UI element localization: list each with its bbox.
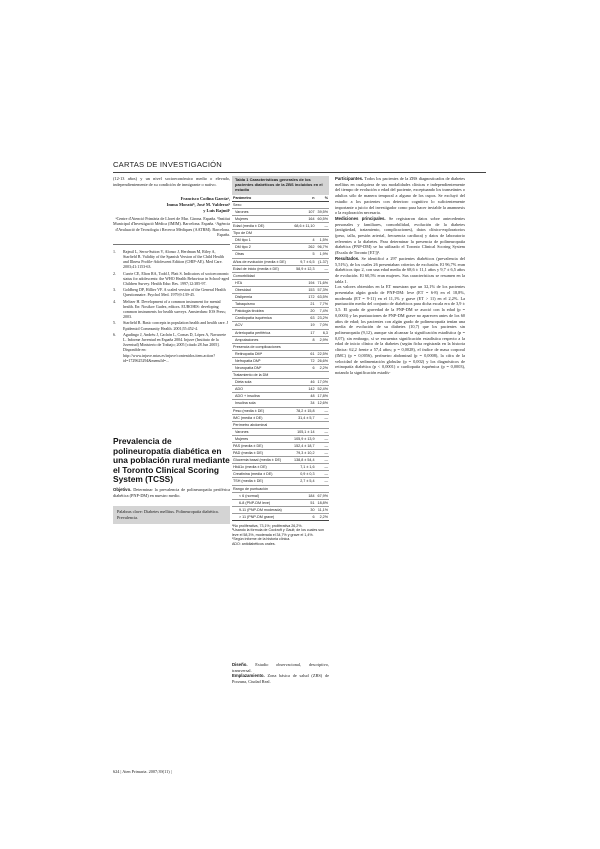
table-row xyxy=(232,379,329,386)
table-cell-n: 5 xyxy=(291,251,315,258)
table-cell-label: Tratamiento de la DM xyxy=(232,372,291,379)
table-cell-pct: 63,5% xyxy=(316,294,329,301)
table-row xyxy=(232,343,329,350)
table-cell-n: 63 xyxy=(291,315,315,322)
table-row xyxy=(232,421,329,428)
table-row xyxy=(232,230,329,237)
table-row xyxy=(232,400,329,407)
results-paragraph-2: Los valores obtenidos en la ET muestran que un 32,1% de los pacientes presentaba algún grado de PNP-DM: leve (ET = 6-8) en el 18,8%, moderada (ET = 9-11) en el 11,1% y grave (ET > 11) en el 2,2%. La puntuación media del conjunto de diabéticos para dicha escala era de 3,9 ± 3,5. El grado de gravedad de la PNP-DM se asoció con la edad (p = 0,0003) y las puntuaciones de PNP-DM grave no aparecen antes de los 60 años de edad; los pacientes con algún grado de polineuropatía tenían una media de evolución de su diabetes (10,7) que los pacientes sin polineuropatía (9,12), aunque sin alcanzar la significación estadística (p = 0,07); sin embargo, sí se encuentra significación estadística respecto a la edad de inicio clínico de la diabetes (según ficha registrada en la historia clínica: 62,2 frente a 57,4 años; p = 0,0028), el índice de masa corporal (IMC) (p = 0,0056), perímetro abdominal (p = 0,0008), la cifra de la velocidad de sedimentación globular (p = 0,002) y los diagnósticos de retinopatía diabética (p < 0,0001) o cardiopatía isquémica (p = 0,0003), notando la significación estadís- xyxy=(335,284,465,375)
table-cell-pct: — xyxy=(316,223,329,230)
table-cell-label: ACV xyxy=(232,322,291,329)
table-cell-n: 72 xyxy=(291,357,315,364)
table-row xyxy=(232,244,329,251)
table-cell-n: 0,9 ± 0,3 xyxy=(291,471,315,478)
table-row xyxy=(232,322,329,329)
table-cell-pct: 7,7% xyxy=(316,301,329,308)
table-cell-n xyxy=(291,421,315,428)
table-row xyxy=(232,294,329,301)
table-cell-label: Otras xyxy=(232,251,291,258)
table-cell-pct: 23,2% xyxy=(316,315,329,322)
setting-paragraph: Emplazamiento. Zona básica de salud (ZBS) de Porzuna, Ciudad Real. xyxy=(232,673,330,685)
table-cell-label: Insulina sola xyxy=(232,400,291,407)
table-row xyxy=(232,457,329,464)
table-cell-label: ADO xyxy=(232,386,291,393)
table-cell-n: 30 xyxy=(291,506,315,513)
reference-item: 1. Rajmil L, Serra-Sutton V, Alonso J, Herdman M, Riley A, Starfield B. Validity of the Spanish Version of the Child Health and Illness Profile-Adolescent Edition (CHIP-AE). Med Care. 2003;41:1153-63. xyxy=(113,248,224,270)
table-row xyxy=(232,506,329,513)
table-row xyxy=(232,286,329,293)
table-cell-pct: — xyxy=(316,450,329,457)
table-cell-n: 194 xyxy=(291,279,315,286)
keywords-box: Palabras clave: Diabetes mellitus. Polineuropatía diabética. Prevalencia. xyxy=(113,506,230,524)
table-cell-label: Tabaquismo xyxy=(232,301,291,308)
table-cell-n: 107 xyxy=(291,208,315,215)
table-cell-pct: 26,6% xyxy=(316,357,329,364)
table-cell-n: 6 xyxy=(291,513,315,520)
table-cell-n: 19 xyxy=(291,322,315,329)
table-cell-label: Comorbilidad xyxy=(232,272,291,279)
table-cell-pct: (1-37) xyxy=(316,258,329,265)
table-footnote: ADO: antidiabéticos orales. xyxy=(232,541,276,546)
table-row xyxy=(232,216,329,223)
table-cell-label: Dislipemia xyxy=(232,294,291,301)
table-cell-n xyxy=(291,201,315,208)
table-cell-label: Neuropatía DMᶜ xyxy=(232,364,291,371)
table-cell-pct: — xyxy=(316,471,329,478)
table-cell-label: IMC (media ± DE) xyxy=(232,414,291,421)
section-rule xyxy=(113,172,486,173)
table-cell-pct: — xyxy=(316,265,329,272)
reference-item: 6. Agudingo J, Andréu J, Cachón L, Comas D, López A, Navarrete L. Informe Juventud en España 2004. Injuve (Instituto de la Juventud) Ministerio de Trabajo; 2005 [citado 28 Jun 2005]. Disponible en: http://www.injuve.mtas.es/injuve/contenidos.item.action?id=1729625294&menuId=... xyxy=(113,331,226,363)
table-row xyxy=(232,499,329,506)
table-cell-pct: — xyxy=(316,435,329,442)
table-cell-pct: 11,1% xyxy=(316,506,329,513)
table-cell-n: 138,8 ± 54,4 xyxy=(291,457,315,464)
table-row xyxy=(232,301,329,308)
table-cell-pct: 67,9% xyxy=(316,492,329,499)
table-cell-pct: 2,2% xyxy=(316,513,329,520)
table-cell-label: Sexo xyxy=(232,201,291,208)
table-cell-pct: 71,6% xyxy=(316,279,329,286)
table-cell-pct: 2,9% xyxy=(316,336,329,343)
table-cell-n: 184 xyxy=(291,492,315,499)
table-row xyxy=(232,386,329,393)
column-middle-text xyxy=(232,662,329,685)
table-row xyxy=(232,428,329,435)
table-row xyxy=(232,393,329,400)
table-footnotes xyxy=(232,524,329,546)
table-cell-label: Peso (media ± DE) xyxy=(232,407,291,414)
table-cell-label: HTA xyxy=(232,279,291,286)
table-cell-n xyxy=(291,343,315,350)
table-row xyxy=(232,513,329,520)
table-cell-label: Años de evolución (media ± DE) xyxy=(232,258,291,265)
table-cell-n: 21 xyxy=(291,301,315,308)
table-cell-n xyxy=(291,230,315,237)
table-cell-label: Tipo de DM xyxy=(232,230,291,237)
article-title: Prevalencia de polineuropatía diabética en una población rural mediante el Toronto Clinical Scoring System (TCSS) xyxy=(113,436,230,485)
table-cell-n xyxy=(291,272,315,279)
table-cell-label: Glucemia basal (media ± DE) xyxy=(232,457,291,464)
table-cell-n: 2,7 ± 5,4 xyxy=(291,478,315,485)
table-cell-pct: 7,0% xyxy=(316,322,329,329)
table-cell-pct xyxy=(316,421,329,428)
table-cell-n: 51 xyxy=(291,499,315,506)
table-cell-pct: 2,2% xyxy=(316,364,329,371)
author-line: y Luis Rajmilᶜ xyxy=(203,208,230,213)
table-cell-n: 68,6 ± 11,10 xyxy=(291,223,315,230)
table-cell-label: Amputaciones xyxy=(232,336,291,343)
table-cell-label: Cardiopatía isquémica xyxy=(232,315,291,322)
column-right xyxy=(335,176,465,376)
table-row xyxy=(232,450,329,457)
table-cell-label: Arteriopatía periférica xyxy=(232,329,291,336)
table-cell-n: 46 xyxy=(291,379,315,386)
author-line: Francisco Codina Garcíaᵃ, xyxy=(180,196,230,202)
table-cell-n xyxy=(291,372,315,379)
author-list xyxy=(113,196,230,213)
table-row xyxy=(232,350,329,357)
table-cell-label: Creatinina (media ± DE) xyxy=(232,471,291,478)
table-cell-n: 153 xyxy=(291,286,315,293)
table-row xyxy=(232,357,329,364)
table-row xyxy=(232,336,329,343)
table-cell-pct: — xyxy=(316,464,329,471)
table-row xyxy=(232,443,329,450)
affiliations: ᵃCentre d'Atenció Primària de Lloret de Mar. Girona. España. ᵇInstitut Municipal d'Investigació Mèdica (IMIM). Barcelona. España. ᶜAgència d'Avaluació de Tecnologia i Recerca Mèdiques (AATRM). Barcelona. España. xyxy=(113,215,230,238)
table-row xyxy=(232,485,329,492)
table-cell-pct: 60,5% xyxy=(316,216,329,223)
table-cell-n: 164 xyxy=(291,216,315,223)
table-cell-label: Mujeres xyxy=(232,435,291,442)
table-row xyxy=(232,315,329,322)
table-cell-label: HbA1c (media ± DE) xyxy=(232,464,291,471)
table-cell-n xyxy=(291,485,315,492)
table-cell-n: 34 xyxy=(291,400,315,407)
table-row xyxy=(232,237,329,244)
table-cell-pct: — xyxy=(316,428,329,435)
table-cell-label: Edad de inicio (media ± DE) xyxy=(232,265,291,272)
table-cell-pct xyxy=(316,272,329,279)
table-cell-n: 4 xyxy=(291,237,315,244)
table-cell-label: ADO + insulina xyxy=(232,393,291,400)
table-body xyxy=(232,195,329,521)
table-row xyxy=(232,407,329,414)
table-cell-label: Edad (media ± DE) xyxy=(232,223,291,230)
table-cell-pct: 1,9% xyxy=(316,251,329,258)
table-cell-n: 142 xyxy=(291,386,315,393)
table-cell-label: Presencia de complicaciones xyxy=(232,343,291,350)
table-cell-n: 17 xyxy=(291,329,315,336)
table-row xyxy=(232,251,329,258)
table-cell-pct: — xyxy=(316,414,329,421)
table-row xyxy=(232,435,329,442)
measures-paragraph: Mediciones principales. Se registraron datos sobre antecedentes personales y familiares, comorbilidad, evolución de la diabetes (antigüedad, tratamiento, complicaciones), datos clínico-exploratorios (peso, talla, presión arterial, frecuencia cardíaca) y datos de laboratorio referentes a la diabetes. Para determinar la presencia de polineuropatía diabética (PNP-DM) se ha utilizado el Toronto Clinical Scoring System (Escala de Toronto [ET])¹. xyxy=(335,215,466,256)
table-row xyxy=(232,492,329,499)
table-cell-n: 31,4 ± 5,7 xyxy=(291,414,315,421)
table-cell-label: Varones xyxy=(232,428,291,435)
table-row xyxy=(232,265,329,272)
table-cell-label: Rango de puntuación xyxy=(232,485,291,492)
table-cell-label: > 11 (PNP-DM grave) xyxy=(232,513,291,520)
table-cell-label: Retinopatía DMᵃ xyxy=(232,350,291,357)
table-row xyxy=(232,329,329,336)
table-cell-pct xyxy=(316,372,329,379)
table-footnote: ᶜSegún informe de la historia clínica. xyxy=(232,537,291,542)
table-cell-n: 78,2 ± 15,8 xyxy=(291,407,315,414)
reference-list xyxy=(113,249,230,363)
table-cell-pct: 18,8% xyxy=(316,499,329,506)
table-cell-n: 20 xyxy=(291,308,315,315)
table-cell-n: 8 xyxy=(291,336,315,343)
table-cell-n: 58,9 ± 12,3 xyxy=(291,265,315,272)
table-row xyxy=(232,471,329,478)
table-cell-label: DM tipo 1 xyxy=(232,237,291,244)
table-cell-pct: 52,4% xyxy=(316,386,329,393)
table-row xyxy=(232,414,329,421)
intro-paragraph: (12-13 años) y un nivel socioeconómico medio o elevado, independientemente de su condición de inmigrante o nativo. xyxy=(113,176,230,187)
table-cell-label: Dieta sola xyxy=(232,379,291,386)
table-cell-n: 152,4 ± 18,7 xyxy=(291,443,315,450)
table-cell-label: PAS (media ± DE) xyxy=(232,443,291,450)
table-row xyxy=(232,201,329,208)
table-row xyxy=(232,364,329,371)
page-footer: 624 | Aten Primaria. 2007;39(11) | xyxy=(113,769,172,774)
table-row xyxy=(232,258,329,265)
table-cell-pct xyxy=(316,485,329,492)
table-title: Tabla 1 Características generales de los pacientes diabéticos de la ZBS incluidos en el estudio xyxy=(232,176,329,195)
design-paragraph: Diseño. Estudio observacional, descriptivo, transversal. xyxy=(232,662,329,673)
table-footnote: ᵃNo proliferativa, 73,1%; proliferativa 26,2%. xyxy=(232,524,303,529)
table-row xyxy=(232,464,329,471)
table-header-row: Parámetro n % xyxy=(233,195,328,200)
table-cell-label: Obesidad xyxy=(232,286,291,293)
table-row xyxy=(232,208,329,215)
references-rule xyxy=(113,244,230,245)
table-cell-label: TSH (media ± DE) xyxy=(232,478,291,485)
table-row xyxy=(232,279,329,286)
table-cell-n: 105,9 ± 13,9 xyxy=(291,435,315,442)
author-line: Imma Moratóᵇ, José M. Valderasᵇ xyxy=(166,202,230,208)
section-label: CARTAS DE INVESTIGACIÓN xyxy=(113,160,222,169)
table-cell-label: 6-8 (PNP-DM leve) xyxy=(232,499,291,506)
table-cell-pct: — xyxy=(316,478,329,485)
table-cell-label: PAD (media ± DE) xyxy=(232,450,291,457)
table-cell-pct: 17,0% xyxy=(316,379,329,386)
objective-paragraph: Objetivo. Determinar la prevalencia de polineuropatía periférica diabética (PNP-DM) en nuestro medio. xyxy=(113,487,231,498)
table-row xyxy=(232,478,329,485)
table-cell-pct: — xyxy=(316,407,329,414)
table-cell-pct: — xyxy=(316,443,329,450)
table-row xyxy=(232,272,329,279)
reference-item: 2. Currie CE, Elton RA, Todd J, Platt S. Indicators of socioeconomic status for adolescents: the WHO Health Behaviour in School-aged Children Survey. Health Educ Res. 1997;12:385-97. xyxy=(113,270,230,287)
table-cell-pct: 96,7% xyxy=(316,244,329,251)
table-1 xyxy=(232,176,329,546)
table-cell-pct: 7,4% xyxy=(316,308,329,315)
table-cell-label: Nefropatía DMᵇ xyxy=(232,357,291,364)
column-left xyxy=(113,176,230,524)
table-cell-n: 79,3 ± 10,2 xyxy=(291,450,315,457)
table-cell-n: 105,1 ± 14 xyxy=(291,428,315,435)
reference-item: 3. Goldberg DP, Hillier VF. A scaled version of the General Health Questionnaire. Psychol Med. 1979;9:139-45. xyxy=(113,287,226,298)
table-cell-n: 48 xyxy=(291,393,315,400)
table-cell-label: 9-11 (PNP-DM moderada) xyxy=(232,506,291,513)
table-cell-n: 172 xyxy=(291,294,315,301)
table-cell-pct: 57,3% xyxy=(316,286,329,293)
table-cell-label: Patología tiroidea xyxy=(232,308,291,315)
table-cell-label: DM tipo 2 xyxy=(232,244,291,251)
table-cell-pct: 12,6% xyxy=(316,400,329,407)
table-cell-n: 9,7 ± 6,5 xyxy=(291,258,315,265)
table-cell-pct xyxy=(316,343,329,350)
table-cell-n: 61 xyxy=(291,350,315,357)
table-cell-pct: 6,3 xyxy=(316,329,329,336)
table-row xyxy=(232,308,329,315)
table-footnote: ᵇUsando la fórmula de Cockroft y Gault; de los cuales son leve el 58,3%, moderada el 34,7% y grave el 1,4%. xyxy=(232,528,325,537)
table-cell-n: 7,1 ± 1,6 xyxy=(291,464,315,471)
table-cell-label: Perímetro abdominal xyxy=(232,421,291,428)
table-cell-pct xyxy=(316,201,329,208)
table-cell-pct xyxy=(316,230,329,237)
results-paragraph: Resultados. Se identificó a 297 pacientes diabéticos (prevalencia del 5,51%), de los cuales 26 presentaban criterios de exclusión. El 96,7% eran diabéticos tipo 2, con una edad media de 68,6 ± 11,1 años y 9,7 ± 6,5 años de evolución. El 60,5% eran mujeres. Sus características se resumen en la tabla 1. xyxy=(335,255,465,284)
table-cell-n: 262 xyxy=(291,244,315,251)
table-cell-label: Varones xyxy=(232,208,291,215)
table-cell-label: Mujeres xyxy=(232,216,291,223)
table-cell-pct: 39,5% xyxy=(316,208,329,215)
table-cell-pct: 1,5% xyxy=(316,237,329,244)
reference-item: 5. Starfield B. Basic concepts in population health and health care. J Epidemiol Community Health. 2001;55:452-4. xyxy=(113,320,229,331)
table-cell-n: 6 xyxy=(291,364,315,371)
table-cell-label: < 6 (normal) xyxy=(232,492,291,499)
table-row xyxy=(232,372,329,379)
table-cell-pct: 17,8% xyxy=(316,393,329,400)
table-cell-pct: 22,5% xyxy=(316,350,329,357)
participants-paragraph: Participantes. Todos los pacientes de la ZBS diagnosticados de diabetes mellitus en cualquiera de sus modalidades clínicas e independientemente del tiempo de evolución o edad del paciente, exceptuando los transeúntes o adultos sólo de manera temporal a alguno de los cupos. Se excluyó del estudio a los pacientes con deterioro cognitivo lo suficientemente importante a juicio del investigador como para hacer inviable la anamnesis o la exploración necesaria. xyxy=(335,176,465,216)
reference-item: 4. Meltzer H. Development of a common instrument for mental health. En: Nosikov Gudex, editors. EUROHIS: developing common instruments for health surveys. Amsterdam: IOS Press; 2003. xyxy=(113,298,226,320)
table-cell-pct: — xyxy=(316,457,329,464)
table-row xyxy=(232,223,329,230)
